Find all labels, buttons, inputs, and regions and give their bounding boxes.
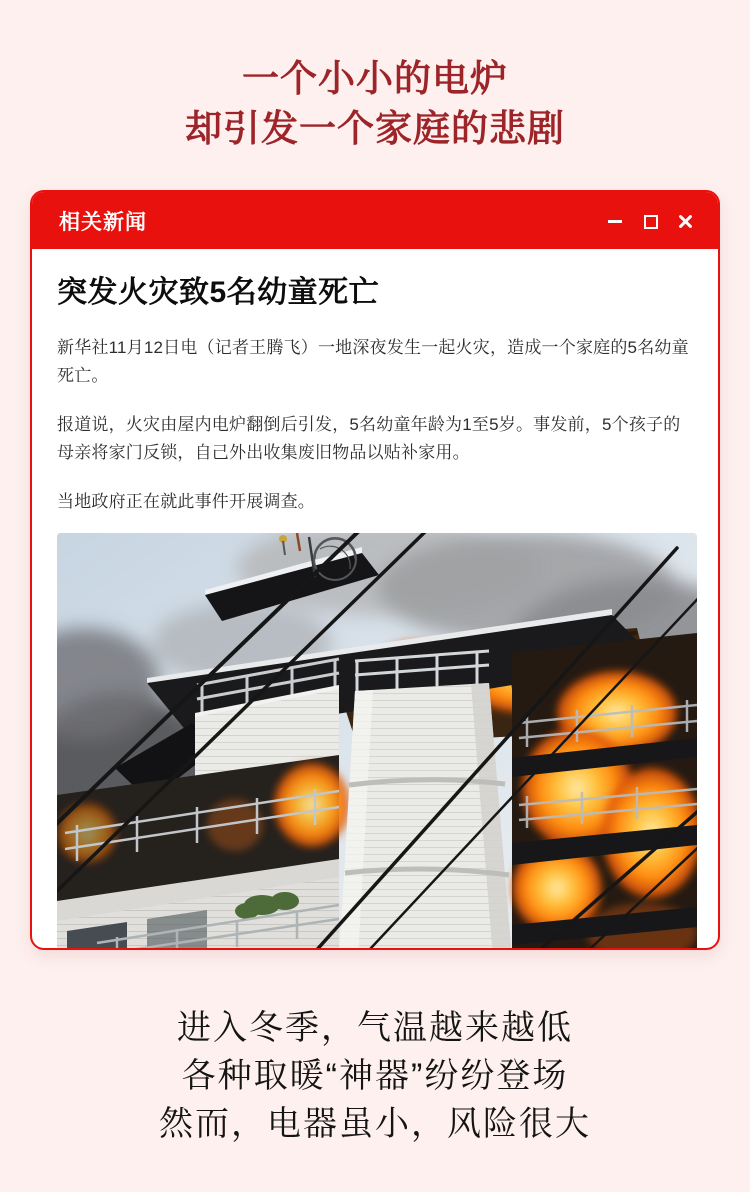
window-title: 相关新闻 [59, 210, 147, 234]
intro-title [0, 54, 750, 154]
article-paragraph-2: 报道说，火灾由屋内电炉翻倒后引发，5名幼童年龄为1至5岁。事发前，5个孩子的母亲将家门反锁，自己外出收集废旧物品以贴补家用。 [57, 415, 681, 462]
outro-line-2: 各种取暖“神器”纷纷登场 [181, 1057, 569, 1095]
article-paragraph-3: 当地政府正在就此事件开展调查。 [57, 492, 315, 511]
intro-title-line-2: 却引发一个家庭的悲剧 [185, 108, 565, 149]
article-content [32, 249, 718, 950]
window-controls [607, 213, 693, 229]
outro-line-1: 进入冬季，气温越来越低 [177, 1009, 573, 1047]
maximize-icon[interactable] [642, 213, 658, 229]
close-icon[interactable] [677, 213, 693, 229]
intro-title-line-1: 一个小小的电炉 [242, 58, 508, 99]
minimize-icon[interactable] [607, 213, 623, 229]
fire-photo [57, 533, 697, 950]
news-window [30, 190, 720, 950]
outro-text [0, 1004, 750, 1148]
window-titlebar [32, 192, 718, 249]
article-paragraph-1: 新华社11月12日电（记者王腾飞）一地深夜发生一起火灾，造成一个家庭的5名幼童死亡。 [57, 338, 689, 385]
article-headline: 突发火灾致5名幼童死亡 [57, 276, 380, 309]
outro-line-3: 然而，电器虽小，风险很大 [159, 1105, 591, 1143]
